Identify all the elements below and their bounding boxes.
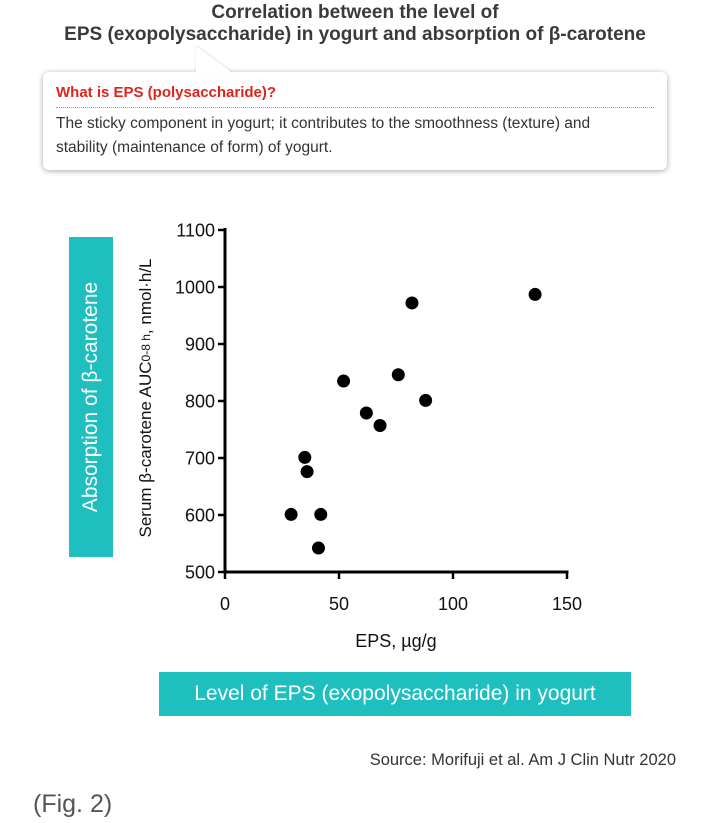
x-tick-label: 0 — [219, 594, 231, 614]
x-tick-label: 150 — [551, 594, 583, 614]
y-tick-label: 900 — [184, 334, 215, 355]
y-axis-label — [136, 258, 155, 537]
chart-title-line-2: EPS (exopolysaccharide) in yogurt and absorption of β-carotene — [64, 24, 646, 45]
data-point — [285, 508, 298, 521]
data-point — [392, 368, 405, 381]
y-axis-banner-label: Absorption of β-carotene — [79, 281, 102, 513]
figure-number: (Fig. 2) — [33, 790, 113, 818]
data-points — [285, 288, 542, 555]
y-axis-label-unit: , nmol·h/L — [136, 258, 155, 335]
data-point — [374, 419, 387, 432]
callout-body-line-2: stability (maintenance of form) of yogurt. — [56, 139, 333, 156]
data-point — [314, 508, 327, 521]
data-point — [405, 296, 418, 309]
y-tick-label: 500 — [184, 562, 215, 583]
source-citation: Source: Morifuji et al. Am J Clin Nutr 2020 — [369, 751, 676, 769]
x-axis-banner — [159, 672, 631, 716]
x-axis-banner-label: Level of EPS (exopolysaccharide) in yogurt — [194, 682, 596, 705]
data-point — [337, 375, 350, 388]
y-axis-ticks — [175, 221, 225, 583]
x-tick-label: 100 — [437, 594, 469, 614]
y-tick-label: 1000 — [174, 277, 215, 298]
data-point — [360, 406, 373, 419]
x-tick-label: 50 — [328, 594, 350, 614]
data-point — [529, 288, 542, 301]
y-tick-label: 800 — [184, 391, 215, 412]
callout-body-line-1: The sticky component in yogurt; it contributes to the smoothness (texture) and — [56, 115, 591, 132]
y-tick-label: 600 — [184, 505, 215, 526]
y-axis-label-main: Serum β-carotene AUC — [136, 361, 155, 538]
chart-title-line-1: Correlation between the level of — [211, 2, 499, 23]
plot-axes — [224, 228, 569, 574]
data-point — [312, 542, 325, 555]
y-tick-label: 700 — [184, 448, 215, 469]
y-tick-label: 1100 — [176, 220, 215, 241]
x-axis-label: EPS, µg/g — [355, 631, 437, 651]
y-axis-label-subscript: 0-8 h — [139, 334, 153, 362]
data-point — [298, 451, 311, 464]
x-axis-ticks — [220, 572, 582, 614]
data-point — [301, 465, 314, 478]
callout-heading: What is EPS (polysaccharide)? — [56, 84, 654, 108]
data-point — [419, 394, 432, 407]
